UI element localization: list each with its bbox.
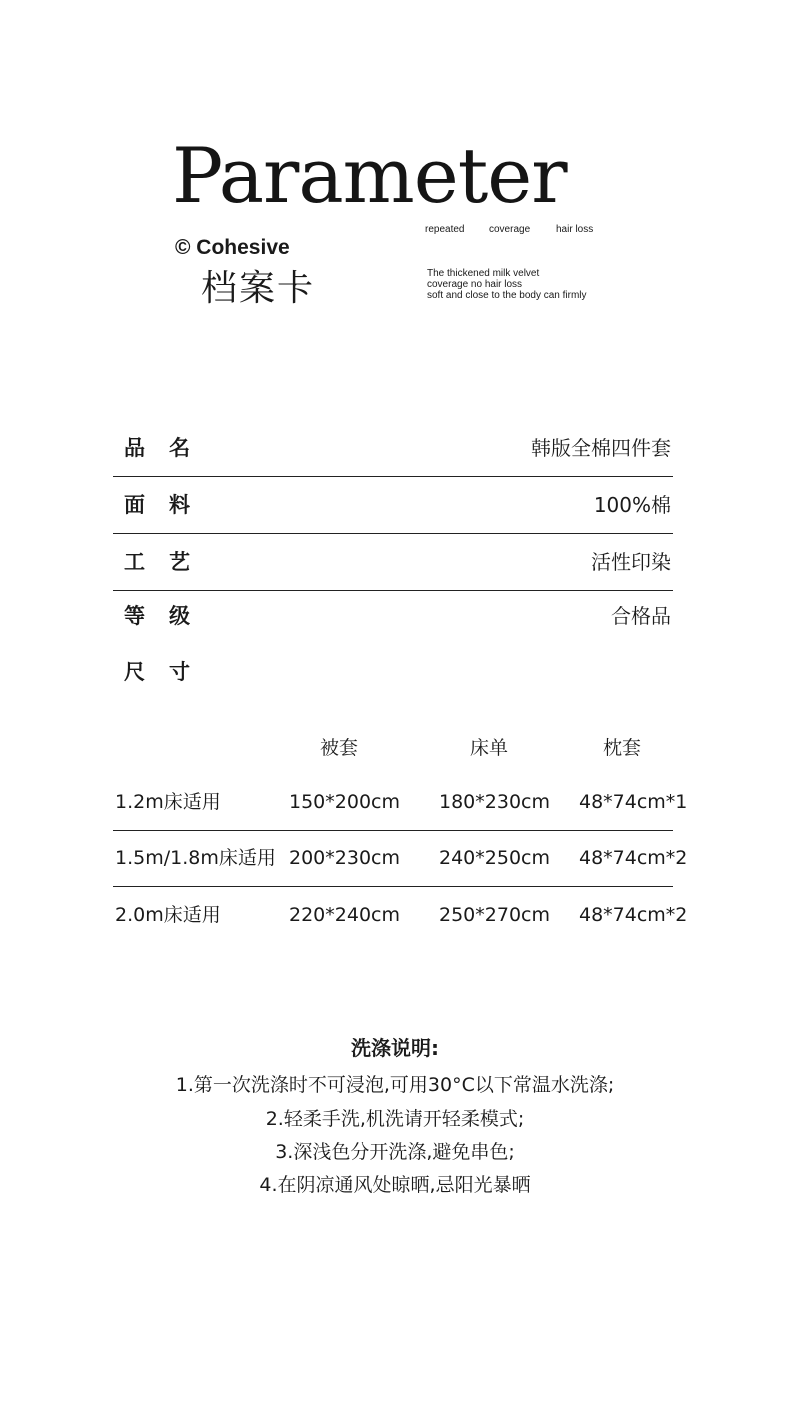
brand-name: © Cohesive — [175, 236, 290, 259]
param-label: 面料 — [124, 493, 214, 517]
page-title: Parameter — [172, 131, 567, 220]
duvet-size-cell: 220*240cm — [289, 904, 400, 926]
sheet-size-cell: 250*270cm — [439, 904, 550, 926]
description-line: The thickened milk velvet — [427, 268, 540, 279]
bed-size-cell: 1.2m床适用 — [115, 791, 221, 813]
param-label: 尺寸 — [124, 660, 214, 684]
table-row — [113, 887, 688, 943]
sheet-size-cell: 240*250cm — [439, 847, 550, 869]
duvet-size-cell: 200*230cm — [289, 847, 400, 869]
param-value: 100%棉 — [593, 493, 671, 517]
bed-size-cell: 2.0m床适用 — [115, 904, 221, 926]
pillowcase-size-cell: 48*74cm*1 — [579, 791, 688, 813]
table-row — [113, 830, 688, 887]
param-label: 品名 — [124, 436, 214, 460]
param-label: 工艺 — [124, 550, 214, 574]
washing-instruction: 3.深浅色分开洗涤,避免串色; — [275, 1141, 515, 1163]
table-row — [113, 774, 688, 831]
pillowcase-size-cell: 48*74cm*2 — [579, 847, 688, 869]
pillowcase-size-cell: 48*74cm*2 — [579, 904, 688, 926]
param-value: 合格品 — [611, 604, 671, 628]
param-value: 韩版全棉四件套 — [531, 436, 671, 460]
feature-tags — [425, 224, 593, 235]
param-label: 等级 — [124, 604, 214, 628]
duvet-size-cell: 150*200cm — [289, 791, 400, 813]
description-line: soft and close to the body can firmly — [427, 290, 587, 301]
param-row-fabric — [113, 477, 673, 534]
product-description — [427, 268, 587, 301]
tag-repeated: repeated — [425, 224, 465, 235]
description-line: coverage no hair loss — [427, 279, 523, 290]
tag-coverage: coverage — [489, 224, 531, 235]
bed-size-cell: 1.5m/1.8m床适用 — [115, 847, 276, 869]
tag-hair-loss: hair loss — [556, 224, 594, 235]
column-header-duvet: 被套 — [320, 737, 359, 759]
column-header-sheet: 床单 — [470, 737, 509, 759]
washing-title: 洗涤说明: — [351, 1036, 439, 1060]
washing-instruction: 2.轻柔手洗,机洗请开轻柔模式; — [265, 1108, 525, 1130]
washing-instruction: 4.在阴凉通风处晾晒,忌阳光暴晒 — [259, 1174, 531, 1196]
washing-instruction: 1.第一次洗涤时不可浸泡,可用30°C以下常温水洗涤; — [175, 1074, 615, 1096]
param-value: 活性印染 — [591, 550, 671, 574]
param-row-craft — [113, 534, 673, 591]
param-row-name — [113, 420, 673, 477]
param-row-size — [113, 644, 673, 700]
archive-card-title: 档案卡 — [201, 268, 316, 309]
param-row-grade — [113, 588, 673, 644]
column-header-pillowcase: 枕套 — [603, 737, 642, 759]
sheet-size-cell: 180*230cm — [439, 791, 550, 813]
